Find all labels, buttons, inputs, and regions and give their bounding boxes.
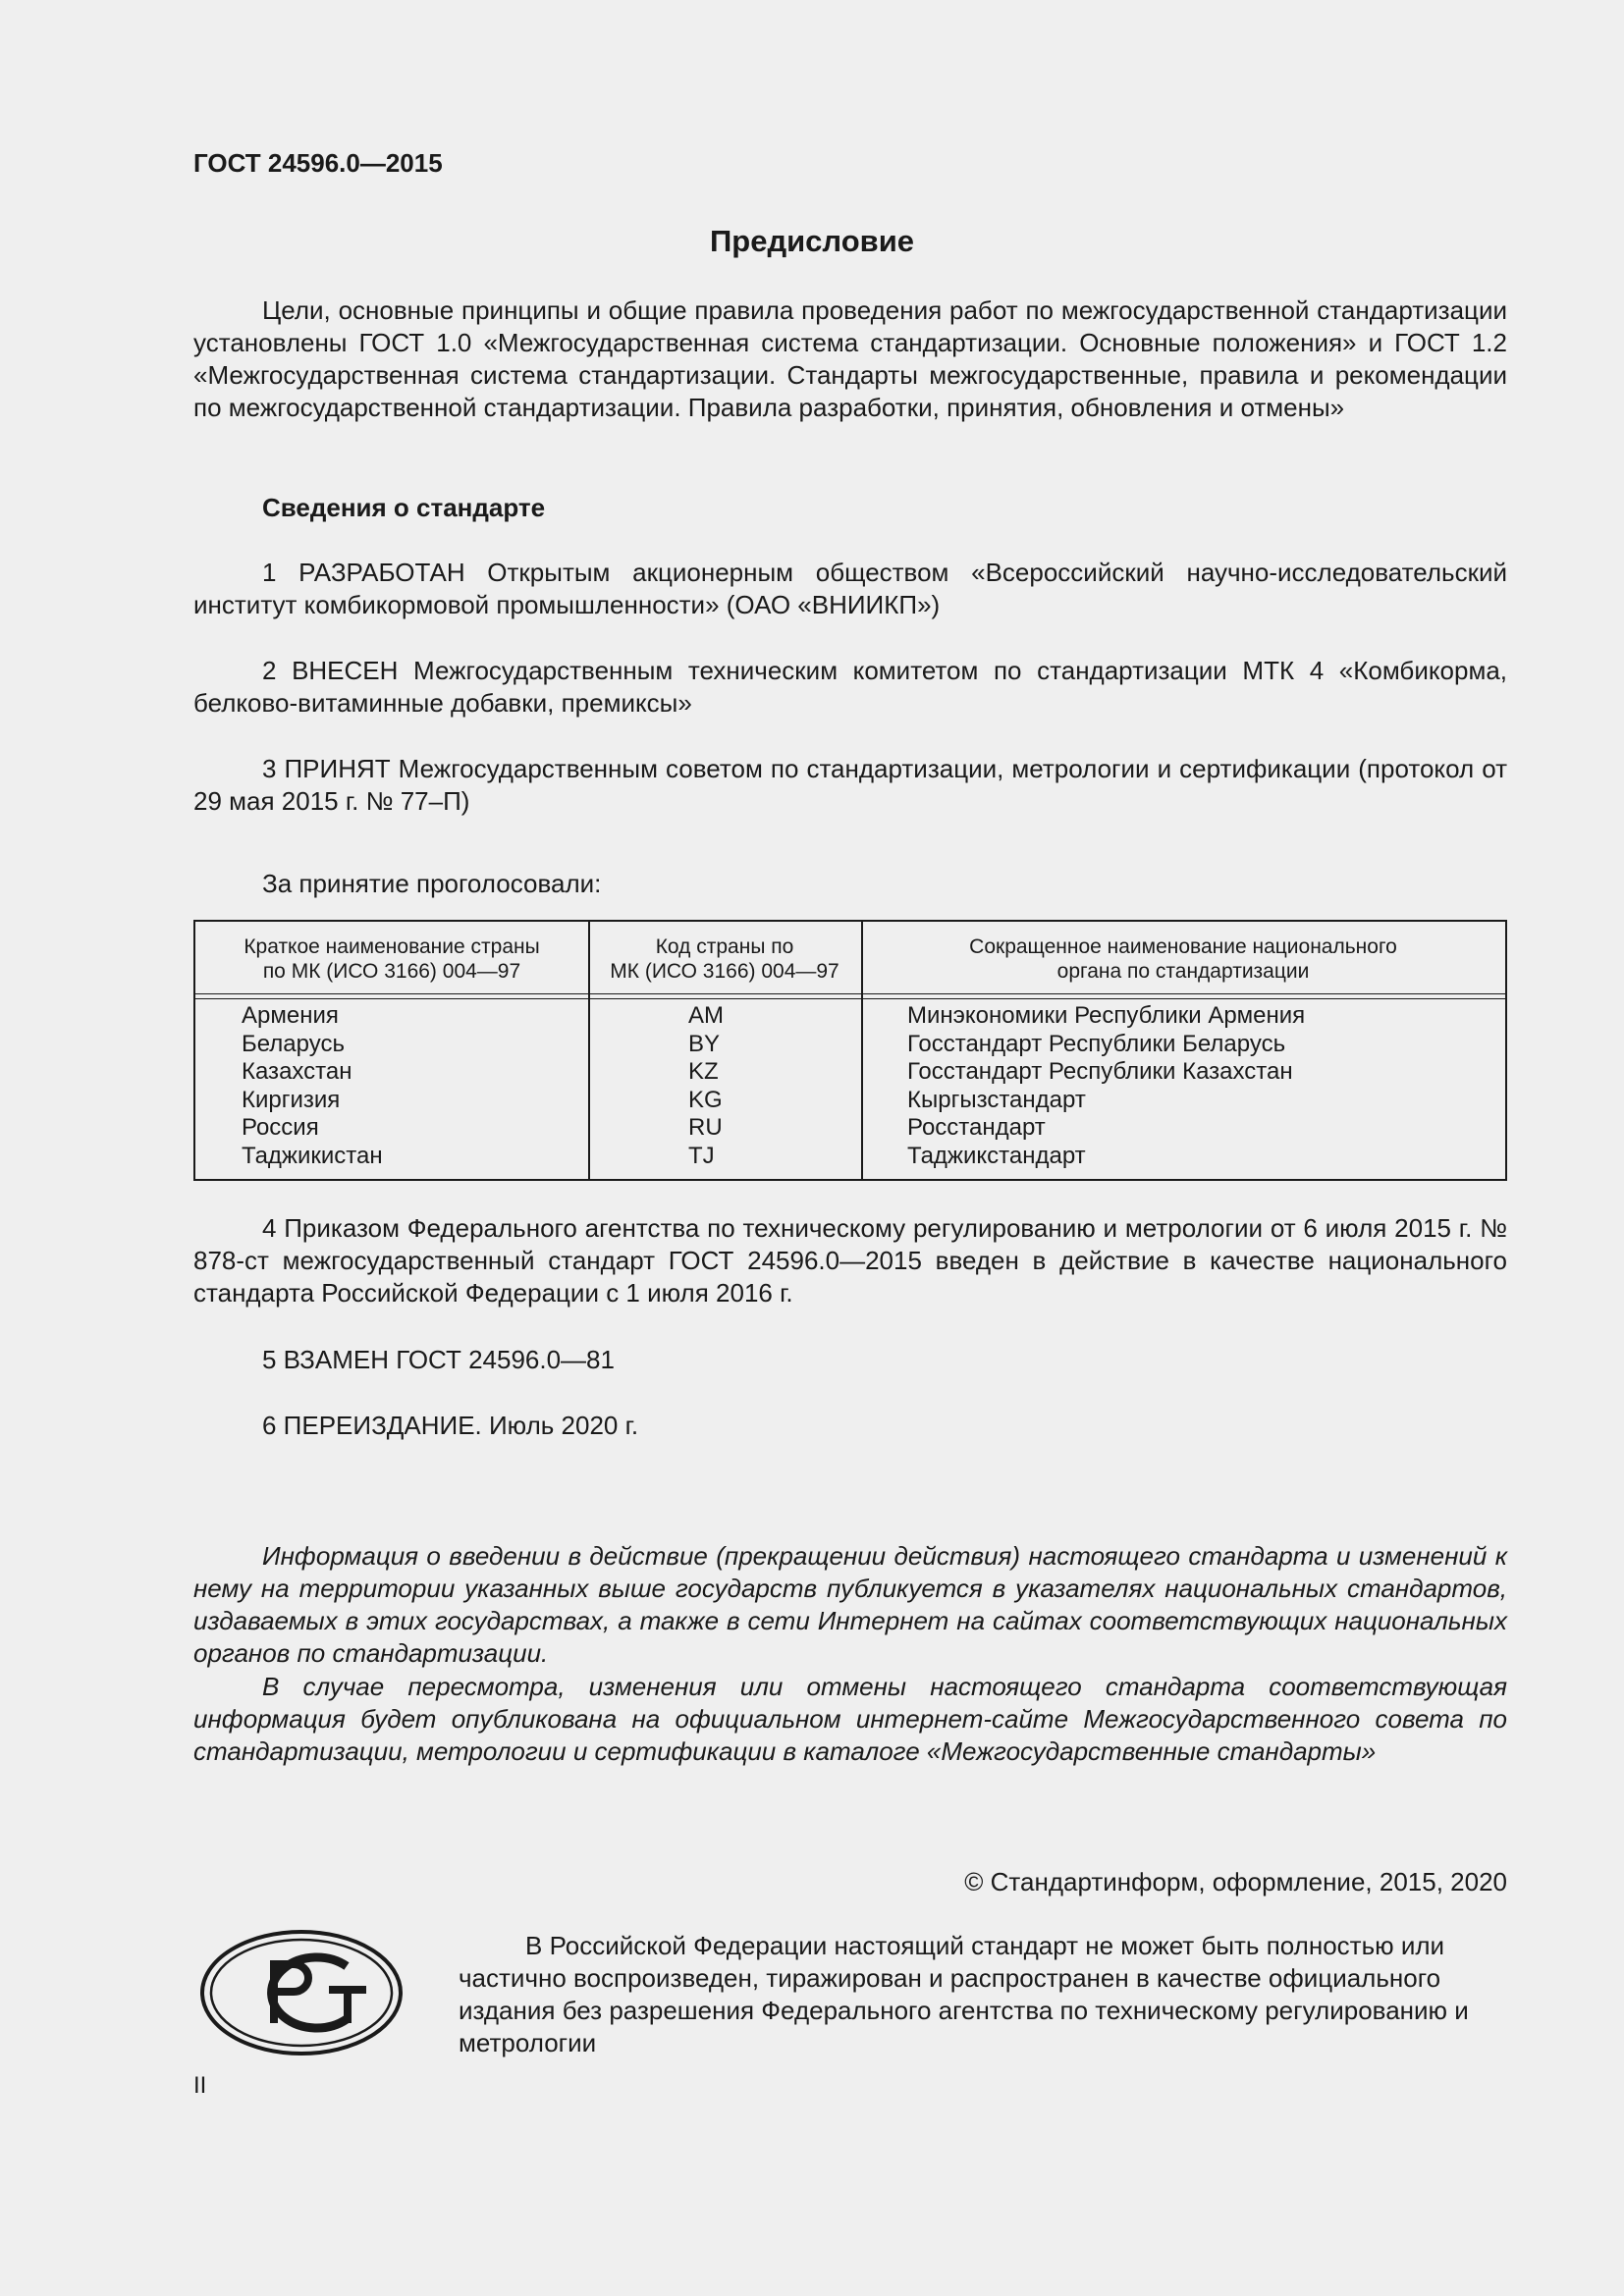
table-cell: AM — [688, 1002, 724, 1029]
table-cell: KG — [688, 1086, 723, 1113]
intro-paragraph: Цели, основные принципы и общие правила проведения работ по межгосударственной стандартизации установлены ГОСТ 1.0 «Межгосударственная система стандартизации. Основные положения» и ГОСТ 1.2 «Межгосударственная система стандартизации. Стандарты межгосударственные, правила и рекомендации по межгосударственной стандартизации. Правила разработки, принятия, обновления и отмены» — [193, 295, 1507, 422]
item-1-developed: 1 РАЗРАБОТАН Открытым акционерным обществом «Всероссийский научно-исследовательский институт комбикормовой промышленности» (ОАО «ВНИИКП») — [193, 558, 1507, 619]
table-column-code — [688, 1002, 724, 1170]
voting-table — [193, 920, 1507, 1181]
table-cell: Армения — [242, 1002, 339, 1029]
page-number: II — [193, 2072, 207, 2099]
table-column-divider — [588, 922, 590, 1179]
table-column-country — [242, 1002, 383, 1170]
item-4-order: 4 Приказом Федерального агентства по техническому регулированию и метрологии от 6 июля 2015 г. № 878-ст межгосударственный стандарт ГОСТ 24596.0—2015 введен в действие в качестве национального стандарта Российской Федерации с 1 июля 2016 г. — [193, 1213, 1507, 1308]
table-cell: Госстандарт Республики Беларусь — [907, 1030, 1286, 1057]
vote-label: За принятие проголосовали: — [262, 869, 602, 898]
table-cell: Россия — [242, 1114, 319, 1141]
table-cell: Госстандарт Республики Казахстан — [907, 1058, 1293, 1085]
table-header-body: Сокращенное наименование национального органа по стандартизации — [969, 935, 1397, 983]
table-header-divider-bottom — [195, 998, 1505, 999]
table-cell: Кыргызстандарт — [907, 1086, 1086, 1113]
table-cell: RU — [688, 1114, 723, 1141]
info-paragraph-2: В случае пересмотра, изменения или отмены настоящего стандарта соответствующая информация будет опубликована на официальном интернет-сайте Межгосударственного совета по стандартизации, метрологии и сертификации в каталоге «Межгосударственные стандарты» — [193, 1672, 1507, 1766]
item-5-replaces: 5 ВЗАМЕН ГОСТ 24596.0—81 — [262, 1345, 615, 1374]
table-column-body — [907, 1002, 1305, 1170]
rst-certification-mark-icon — [199, 1929, 404, 2056]
copyright-line: © Стандартинформ, оформление, 2015, 2020 — [964, 1867, 1507, 1896]
table-cell: Казахстан — [242, 1058, 352, 1085]
table-cell: Киргизия — [242, 1086, 341, 1113]
copyright-notice: В Российской Федерации настоящий стандарт не может быть полностью или частично воспроизведен, тиражирован и распространен в качестве официального издания без разрешения Федерального агентства по техническому регулированию и метрологии — [459, 1931, 1469, 2057]
table-header-divider-top — [195, 993, 1505, 994]
table-cell: TJ — [688, 1142, 715, 1169]
table-cell: Беларусь — [242, 1030, 345, 1057]
page-title: Предисловие — [709, 224, 914, 258]
table-cell: Росстандарт — [907, 1114, 1046, 1141]
table-cell: Таджикстандарт — [907, 1142, 1086, 1169]
table-cell: Таджикистан — [242, 1142, 383, 1169]
section-heading: Сведения о стандарте — [262, 493, 546, 522]
info-paragraph-1: Информация о введении в действие (прекращении действия) настоящего стандарта и изменений к нему на территории указанных выше государств публикуется в указателях национальных стандартов, издаваемых в этих государствах, а также в сети Интернет на сайтах соответствующих национальных органов по стандартизации. — [193, 1541, 1507, 1668]
logo-svg — [199, 1929, 404, 2056]
document-code: ГОСТ 24596.0—2015 — [193, 148, 443, 178]
table-header-country: Краткое наименование страны по МК (ИСО 3166) 004—97 — [244, 935, 540, 983]
item-6-reissue: 6 ПЕРЕИЗДАНИЕ. Июль 2020 г. — [262, 1411, 639, 1440]
table-column-divider — [861, 922, 863, 1179]
table-header-code: Код страны по МК (ИСО 3166) 004—97 — [610, 935, 839, 983]
table-cell: Минэкономики Республики Армения — [907, 1002, 1306, 1029]
table-cell: BY — [688, 1030, 721, 1057]
item-3-adopted: 3 ПРИНЯТ Межгосударственным советом по стандартизации, метрологии и сертификации (протокол от 29 мая 2015 г. № 77–П) — [193, 754, 1507, 816]
item-2-introduced: 2 ВНЕСЕН Межгосударственным техническим комитетом по стандартизации МТК 4 «Комбикорма, белково-витаминные добавки, премиксы» — [193, 656, 1507, 718]
table-cell: KZ — [688, 1058, 719, 1085]
